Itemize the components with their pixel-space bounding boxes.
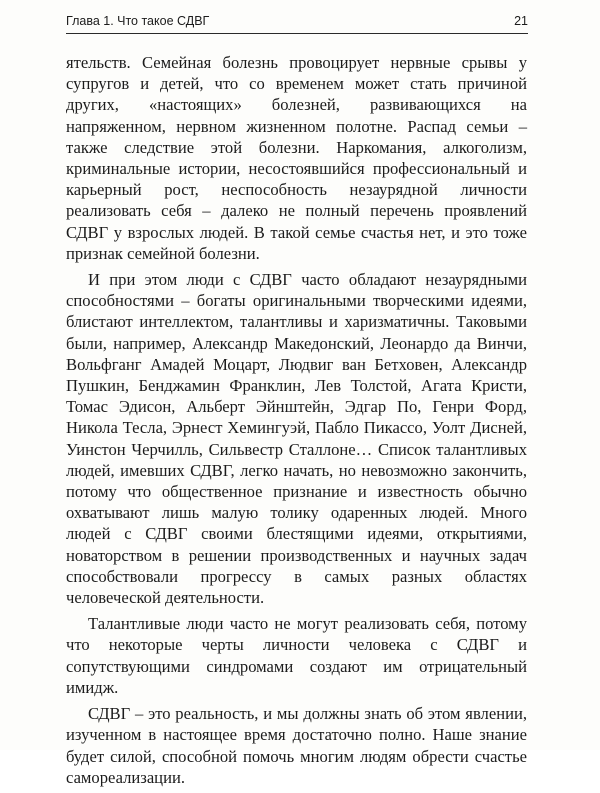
running-header [66,14,528,34]
page-number: 21 [514,14,528,28]
body-text [66,52,527,793]
paragraph-continuation: ятельств. Семейная болезнь провоцирует нервные срывы у супругов и детей, что со временем может стать причиной других, «настоящих» болезней, развивающихся на напряженном, нервном жизненном полотне. Распад семьи – также следствие этой болезни. Наркомания, алкоголизм, криминальные истории, несостоявшийся профессиональный и карьерный рост, неспособность незаурядной личности реализовать себя – далеко не полный перечень проявлений СДВГ у взрослых людей. В такой семье счастья нет, и это тоже признак семейной болезни. [66,53,527,263]
paragraph-talented-people: И при этом люди с СДВГ часто обладают незаурядными способностями – богаты оригинальными творческими идеями, блистают интеллектом, талантливы и харизматичны. Таковыми были, например, Александр Македонский, Леонардо да Винчи, Вольфганг Амадей Моцарт, Людвиг ван Бетховен, Александр Пушкин, Бенджамин Франклин, Лев Толстой, Агата Кристи, Томас Эдисон, Альберт Эйнштейн, Эдгар По, Генри Форд, Никола Тесла, Эрнест Хемингуэй, Пабло Пикассо, Уолт Дисней, Уинстон Черчилль, Сильвестр Сталлоне… Список талантливых людей, имевших СДВГ, легко начать, но невозможно закончить, потому что общественное признание и известность обычно охватывают лишь малую толику одаренных людей. Много людей с СДВГ своими блестящими идеями, открытиями, новаторством в решении производственных и научных задач способствовали прогрессу в самых разных областях человеческой деятельности. [66,270,527,608]
paragraph-reality: СДВГ – это реальность, и мы должны знать об этом явлении, изученном в настоящее время достаточно полно. Наше знание будет силой, способной помочь многим людям обрести счастье самореализации. [66,704,527,787]
chapter-title: Глава 1. Что такое СДВГ [66,14,210,28]
paragraph-negative-image: Талантливые люди часто не могут реализовать себя, потому что некоторые черты личности человека с СДВГ и сопутствующими синдромами создают им отрицательный имидж. [66,614,527,697]
